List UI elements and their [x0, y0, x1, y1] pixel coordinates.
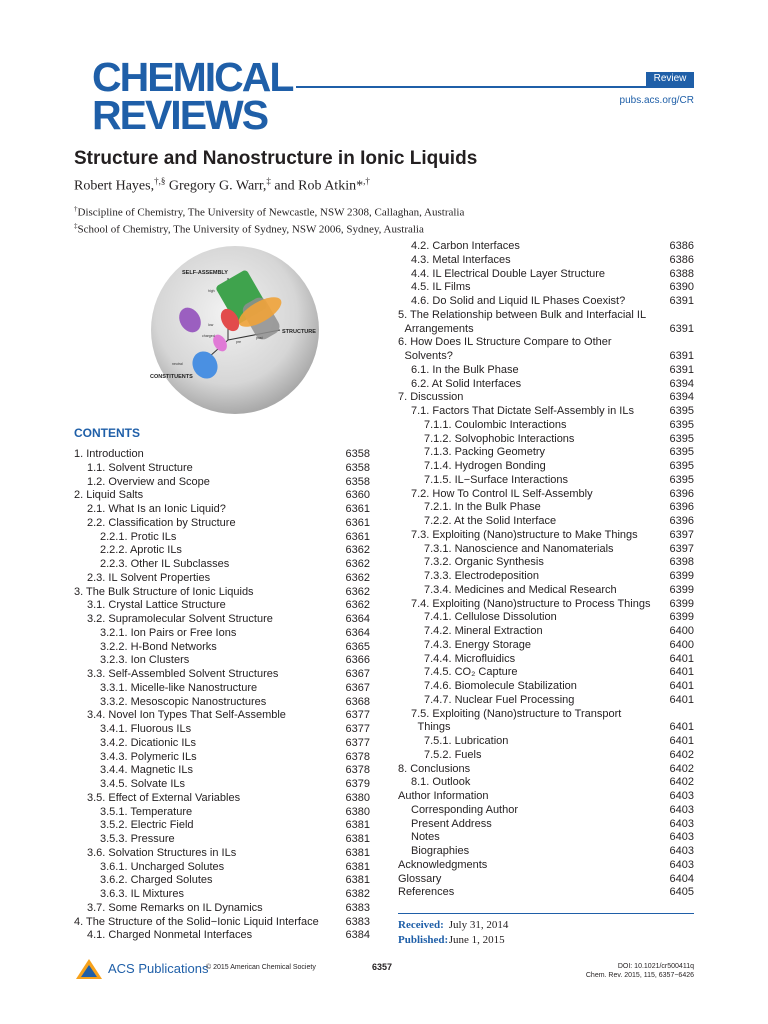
toc-entry-title: 7.3. Exploiting (Nano)structure to Make Things: [411, 528, 638, 541]
toc-entry[interactable]: [398, 653, 694, 667]
toc-entry-page: 6367: [345, 681, 370, 694]
toc-entry-title: Things: [417, 721, 451, 734]
toc-entry[interactable]: [398, 336, 694, 350]
toc-entry[interactable]: [74, 544, 370, 558]
toc-entry-title: Corresponding Author: [411, 803, 519, 816]
page-number: 6357: [372, 962, 393, 972]
toc-entry[interactable]: [74, 599, 370, 613]
toc-entry-page: 6401: [669, 735, 694, 747]
received-label: Received:: [398, 919, 444, 931]
figure-label-neutral: neutral: [172, 362, 183, 366]
author-name[interactable]: Gregory G. Warr,: [165, 178, 267, 194]
toc-entry[interactable]: [398, 625, 694, 639]
author-marks: ,†: [363, 176, 370, 186]
toc-entry-page: 6391: [669, 322, 694, 335]
toc-entry[interactable]: [74, 847, 370, 861]
toc-entry-page: 6379: [345, 778, 370, 790]
toc-entry-page: 6367: [345, 668, 370, 680]
toc-entry[interactable]: [74, 641, 370, 655]
toc-entry[interactable]: [398, 598, 694, 612]
toc-entry-page: 6383: [345, 901, 370, 914]
toc-entry-title: 7.4.1. Cellulose Dissolution: [424, 611, 557, 624]
author-list: [74, 176, 370, 195]
author-marks: ‡: [266, 176, 271, 186]
toc-entry[interactable]: [74, 572, 370, 586]
toc-entry[interactable]: [398, 281, 694, 295]
toc-entry-title: 2.1. What Is an Ionic Liquid?: [87, 503, 226, 515]
toc-entry[interactable]: [398, 584, 694, 598]
toc-entry-page: 6378: [345, 750, 370, 763]
toc-entry[interactable]: [74, 476, 370, 490]
toc-entry-title: 7.4.7. Nuclear Fuel Processing: [424, 693, 575, 706]
toc-entry[interactable]: [398, 515, 694, 529]
toc-entry[interactable]: [74, 448, 370, 462]
toc-entry-page: 6362: [345, 599, 370, 612]
toc-entry[interactable]: [74, 792, 370, 806]
toc-entry[interactable]: [74, 531, 370, 545]
toc-entry-title: 6.1. In the Bulk Phase: [411, 363, 519, 376]
toc-entry-title: 7.4.4. Microfluidics: [424, 652, 516, 665]
toc-entry-page: 6381: [345, 874, 370, 887]
affiliation: [74, 222, 424, 236]
toc-entry-page: 6386: [669, 253, 694, 266]
toc-entry-page: 6401: [669, 721, 694, 734]
affiliation-mark: ‡: [74, 222, 78, 230]
toc-entry-title: 7.1.1. Coulombic Interactions: [424, 418, 567, 431]
toc-entry[interactable]: [398, 556, 694, 570]
toc-entry-title: 5. The Relationship between Bulk and Interfacial IL: [398, 308, 647, 321]
toc-entry[interactable]: [74, 737, 370, 751]
toc-entry-page: 6395: [669, 432, 694, 445]
toc-entry[interactable]: [398, 378, 694, 392]
affiliation-mark: †: [74, 205, 78, 213]
toc-entry-title: 3.5.2. Electric Field: [100, 819, 194, 832]
toc-right-column: [398, 240, 694, 904]
toc-entry-page: 6380: [345, 805, 370, 818]
toc-entry[interactable]: [398, 364, 694, 378]
toc-entry[interactable]: [74, 627, 370, 641]
toc-entry-title: 7.1.4. Hydrogen Bonding: [424, 460, 546, 472]
toc-entry[interactable]: [398, 543, 694, 557]
toc-entry[interactable]: [398, 460, 694, 474]
toc-entry[interactable]: [74, 723, 370, 737]
toc-entry-page: 6395: [669, 460, 694, 472]
toc-entry-title: 7.5.2. Fuels: [424, 748, 482, 761]
toc-entry[interactable]: [74, 558, 370, 572]
acs-logo-icon: [74, 958, 104, 980]
toc-entry-title: 8. Conclusions: [398, 762, 471, 775]
toc-entry-page: 6381: [345, 846, 370, 859]
toc-entry-page: 6361: [345, 503, 370, 515]
toc-entry-title: 4.2. Carbon Interfaces: [411, 240, 520, 252]
toc-entry[interactable]: [398, 433, 694, 447]
toc-entry-page: 6398: [669, 556, 694, 569]
toc-entry-title: 3.7. Some Remarks on IL Dynamics: [87, 901, 263, 914]
affiliation-text: School of Chemistry, The University of Sydney, NSW 2006, Sydney, Australia: [77, 223, 424, 236]
toc-entry[interactable]: [398, 570, 694, 584]
toc-entry-title: 3.4.2. Dicationic ILs: [100, 736, 196, 749]
toc-entry-title: 1. Introduction: [74, 448, 144, 460]
toc-entry-title: 3.6.3. IL Mixtures: [100, 888, 184, 900]
toc-entry-page: 6399: [669, 583, 694, 596]
published-label: Published:: [398, 934, 449, 946]
toc-entry-title: 3.4.3. Polymeric ILs: [100, 750, 197, 763]
author-marks: †,§: [154, 176, 166, 186]
toc-entry[interactable]: [74, 874, 370, 888]
copyright-notice: © 2015 American Chemical Society: [206, 964, 316, 971]
toc-entry-title: 1.1. Solvent Structure: [87, 461, 193, 474]
toc-entry-page: 6384: [345, 929, 370, 942]
toc-entry-title: 2.2.3. Other IL Subclasses: [100, 558, 230, 570]
figure-label-structure: STRUCTURE: [282, 329, 316, 335]
toc-entry-page: 6377: [345, 736, 370, 749]
toc-entry-page: 6390: [669, 281, 694, 294]
toc-entry-title: 3.1. Crystal Lattice Structure: [87, 599, 226, 612]
toc-left-column: [74, 448, 370, 944]
toc-entry[interactable]: [398, 419, 694, 433]
toc-entry-title: 3. The Bulk Structure of Ionic Liquids: [74, 585, 254, 598]
author-name[interactable]: and Rob Atkin*: [270, 178, 364, 194]
toc-entry[interactable]: [74, 833, 370, 847]
figure-label-charged: charged: [202, 334, 215, 338]
toc-entry[interactable]: [398, 666, 694, 680]
publisher-name[interactable]: ACS Publications: [108, 961, 209, 976]
toc-entry-page: 6362: [345, 544, 370, 557]
toc-entry[interactable]: [74, 517, 370, 531]
toc-entry-page: 6401: [669, 666, 694, 679]
toc-entry-page: 6401: [669, 693, 694, 706]
toc-entry-page: 6403: [669, 858, 694, 871]
figure-label-high: high: [208, 289, 215, 293]
toc-entry-title: 7.1.2. Solvophobic Interactions: [424, 432, 575, 445]
toc-entry-title: 7.4.2. Mineral Extraction: [424, 625, 543, 637]
toc-entry[interactable]: [74, 902, 370, 916]
toc-entry-page: 6399: [669, 597, 694, 610]
toc-entry[interactable]: [398, 254, 694, 268]
toc-entry-title: 4.4. IL Electrical Double Layer Structure: [411, 267, 606, 280]
toc-entry-title: 7.2. How To Control IL Self-Assembly: [411, 487, 593, 500]
toc-entry-page: 6401: [669, 680, 694, 692]
toc-entry-page: 6403: [669, 803, 694, 816]
toc-entry[interactable]: [398, 639, 694, 653]
toc-entry-page: 6365: [345, 640, 370, 653]
toc-entry[interactable]: [398, 529, 694, 543]
toc-entry-title: 2.3. IL Solvent Properties: [87, 571, 211, 584]
toc-entry-title: 7.4.6. Biomolecule Stabilization: [424, 680, 577, 692]
toc-entry[interactable]: [74, 751, 370, 765]
toc-entry-page: 6394: [669, 377, 694, 390]
toc-entry-title: 3.2.2. H-Bond Networks: [100, 640, 217, 653]
toc-entry-title: 2. Liquid Salts: [74, 489, 144, 502]
toc-entry-page: 6361: [345, 530, 370, 543]
toc-entry[interactable]: [74, 806, 370, 820]
toc-entry-page: 6391: [669, 350, 694, 362]
journal-logo: [92, 54, 293, 138]
toc-entry-page: 6386: [669, 240, 694, 252]
contents-heading: CONTENTS: [74, 426, 140, 440]
figure-label-constituents: CONSTITUENTS: [150, 374, 193, 380]
toc-entry[interactable]: [398, 391, 694, 405]
header-rule: [296, 86, 694, 88]
toc-entry[interactable]: [398, 831, 694, 845]
toc-graphic: [130, 240, 340, 420]
toc-entry-page: 6395: [669, 473, 694, 486]
toc-entry-title: 3.6. Solvation Structures in ILs: [87, 846, 237, 859]
toc-entry-page: 6399: [669, 570, 694, 582]
toc-entry-page: 6366: [345, 654, 370, 667]
toc-entry-page: 6368: [345, 695, 370, 708]
toc-entry[interactable]: [398, 776, 694, 790]
toc-entry-page: 6402: [669, 776, 694, 789]
toc-entry-page: 6364: [345, 626, 370, 639]
toc-entry-page: 6391: [669, 295, 694, 307]
toc-entry-page: 6364: [345, 613, 370, 625]
toc-entry-title: 8.1. Outlook: [411, 776, 471, 789]
toc-entry-title: References: [398, 886, 455, 899]
toc-entry[interactable]: [398, 501, 694, 515]
toc-entry[interactable]: [74, 586, 370, 600]
toc-entry[interactable]: [74, 764, 370, 778]
toc-entry-title: 3.4.4. Magnetic ILs: [100, 764, 193, 777]
toc-entry[interactable]: [74, 668, 370, 682]
toc-entry-page: 6381: [345, 833, 370, 845]
toc-entry[interactable]: [74, 929, 370, 943]
toc-entry-title: 7.3.1. Nanoscience and Nanomaterials: [424, 542, 614, 555]
toc-entry-title: 3.2.1. Ion Pairs or Free Ions: [100, 626, 237, 639]
author-name[interactable]: Robert Hayes,: [74, 178, 155, 194]
published-date: June 1, 2015: [448, 934, 505, 946]
toc-entry-title: 7.3.2. Organic Synthesis: [424, 556, 544, 569]
toc-entry-title: 3.5.3. Pressure: [100, 833, 175, 845]
toc-entry[interactable]: [74, 888, 370, 902]
toc-entry-page: 6378: [345, 764, 370, 777]
toc-entry[interactable]: [398, 735, 694, 749]
toc-entry-title: 7.4. Exploiting (Nano)structure to Process Things: [411, 597, 651, 610]
toc-entry-title: 1.2. Overview and Scope: [87, 475, 210, 488]
toc-entry[interactable]: [398, 295, 694, 309]
toc-entry[interactable]: [74, 916, 370, 930]
toc-entry[interactable]: [74, 462, 370, 476]
toc-entry-page: 6400: [669, 625, 694, 637]
toc-entry-title: Author Information: [398, 790, 489, 802]
dates-rule: [398, 913, 694, 914]
toc-entry-page: 6403: [669, 831, 694, 844]
paper-title: Structure and Nanostructure in Ionic Liquids: [74, 148, 478, 169]
toc-entry-page: 6404: [669, 872, 694, 885]
toc-entry[interactable]: [398, 488, 694, 502]
journal-name-line1: CHEMICAL: [92, 54, 293, 100]
toc-entry-title: Solvents?: [404, 350, 453, 362]
toc-entry[interactable]: [74, 709, 370, 723]
toc-entry[interactable]: [398, 763, 694, 777]
toc-entry-title: 7.4.5. CO₂ Capture: [424, 666, 518, 679]
toc-entry-title: Present Address: [411, 817, 492, 830]
toc-entry-title: 2.2.1. Protic ILs: [100, 530, 177, 543]
toc-entry-title: 7.5. Exploiting (Nano)structure to Transport: [411, 707, 622, 720]
toc-entry-page: 6397: [669, 542, 694, 555]
toc-entry[interactable]: [398, 873, 694, 887]
affiliation-text: Discipline of Chemistry, The University of Newcastle, NSW 2308, Callaghan, Australia: [77, 206, 465, 219]
toc-entry[interactable]: [74, 654, 370, 668]
toc-entry[interactable]: [398, 611, 694, 625]
toc-entry-title: 2.2.2. Aprotic ILs: [100, 544, 182, 557]
figure-label-post: post: [256, 336, 263, 340]
toc-entry-page: 6403: [669, 817, 694, 830]
journal-name-line2: REVIEWS: [92, 92, 268, 138]
toc-entry-page: 6381: [345, 860, 370, 873]
toc-entry[interactable]: [74, 682, 370, 696]
toc-entry-title: 3.6.1. Uncharged Solutes: [100, 860, 225, 873]
toc-entry-page: 6380: [345, 791, 370, 804]
toc-entry[interactable]: [398, 474, 694, 488]
toc-entry-title: 3.3.2. Mesoscopic Nanostructures: [100, 695, 267, 708]
toc-entry-title: Notes: [411, 831, 440, 844]
toc-entry-title: Acknowledgments: [398, 858, 488, 871]
toc-entry[interactable]: [398, 886, 694, 900]
toc-entry-title: 7.2.2. At the Solid Interface: [424, 515, 557, 527]
toc-entry-page: 6396: [669, 515, 694, 527]
toc-entry[interactable]: [398, 790, 694, 804]
figure-label-self-assembly: SELF-ASSEMBLY: [182, 270, 228, 276]
toc-entry-page: 6402: [669, 748, 694, 761]
toc-entry[interactable]: [74, 861, 370, 875]
toc-entry-page: 6396: [669, 501, 694, 514]
figure-label-pre: pre: [236, 340, 242, 344]
toc-entry-title: 4.5. IL Films: [411, 281, 471, 294]
toc-entry-title: 4.3. Metal Interfaces: [411, 253, 511, 266]
toc-entry-title: 3.3. Self-Assembled Solvent Structures: [87, 668, 279, 680]
toc-entry-page: 6362: [345, 585, 370, 598]
toc-entry-title: 3.2. Supramolecular Solvent Structure: [87, 613, 273, 625]
toc-entry-title: 4.6. Do Solid and Liquid IL Phases Coexist?: [411, 295, 626, 307]
toc-entry[interactable]: [74, 778, 370, 792]
toc-entry[interactable]: [398, 749, 694, 763]
toc-entry[interactable]: [398, 694, 694, 708]
journal-url-link[interactable]: pubs.acs.org/CR: [619, 95, 694, 106]
toc-entry[interactable]: [74, 696, 370, 710]
toc-entry-page: 6362: [345, 558, 370, 570]
toc-entry[interactable]: [398, 804, 694, 818]
toc-entry-title: 4. The Structure of the Solid−Ionic Liquid Interface: [74, 915, 319, 928]
toc-entry-title: 3.4.1. Fluorous ILs: [100, 723, 192, 735]
toc-entry-page: 6395: [669, 418, 694, 431]
toc-entry-page: 6362: [345, 571, 370, 584]
toc-entry-title: 2.2. Classification by Structure: [87, 516, 236, 529]
toc-entry-page: 6358: [345, 461, 370, 474]
toc-entry-title: 7.5.1. Lubrication: [424, 735, 509, 747]
toc-entry-title: 7.2.1. In the Bulk Phase: [424, 501, 541, 514]
toc-entry[interactable]: [398, 240, 694, 254]
toc-entry-page: 6397: [669, 528, 694, 541]
toc-entry[interactable]: [398, 708, 694, 722]
toc-entry-page: 6401: [669, 652, 694, 665]
toc-entry-page: 6396: [669, 487, 694, 500]
toc-entry-title: 7.3.3. Electrodeposition: [424, 570, 539, 582]
toc-entry[interactable]: [398, 818, 694, 832]
toc-entry-page: 6395: [669, 446, 694, 459]
toc-entry-page: 6381: [345, 819, 370, 832]
toc-entry-page: 6388: [669, 267, 694, 280]
article-dates: [398, 918, 508, 948]
toc-entry-page: 6400: [669, 638, 694, 651]
toc-entry[interactable]: [74, 613, 370, 627]
toc-entry[interactable]: [398, 845, 694, 859]
toc-entry-page: 6402: [669, 762, 694, 775]
toc-entry-title: 7.4.3. Energy Storage: [424, 638, 532, 651]
toc-entry-page: 6377: [345, 723, 370, 735]
toc-entry-title: 7.3.4. Medicines and Medical Research: [424, 583, 617, 596]
toc-entry-title: 3.4.5. Solvate ILs: [100, 778, 185, 790]
toc-entry-page: 6399: [669, 611, 694, 624]
toc-entry-title: 3.3.1. Micelle-like Nanostructure: [100, 681, 258, 694]
toc-entry-title: 7.1.5. IL−Surface Interactions: [424, 473, 569, 486]
toc-entry-title: 7.1.3. Packing Geometry: [424, 446, 546, 459]
citation: Chem. Rev. 2015, 115, 6357−6426: [585, 972, 694, 979]
figure-label-low: low: [208, 323, 214, 327]
toc-entry-page: 6382: [345, 888, 370, 900]
toc-entry[interactable]: [398, 309, 694, 323]
article-type-badge: Review: [646, 72, 694, 86]
toc-entry-page: 6391: [669, 363, 694, 376]
toc-entry-title: 3.6.2. Charged Solutes: [100, 874, 213, 887]
toc-entry[interactable]: [74, 489, 370, 503]
toc-entry-page: 6358: [345, 475, 370, 488]
toc-entry-title: 7. Discussion: [398, 391, 464, 404]
toc-entry[interactable]: [398, 446, 694, 460]
received-date: July 31, 2014: [448, 919, 509, 931]
affiliation: [74, 205, 464, 219]
toc-entry-page: 6394: [669, 391, 694, 404]
toc-entry-title: Glossary: [398, 872, 442, 885]
toc-entry-title: 3.2.3. Ion Clusters: [100, 654, 190, 667]
toc-entry[interactable]: [74, 819, 370, 833]
toc-entry-title: 3.4. Novel Ion Types That Self-Assemble: [87, 709, 286, 722]
toc-entry[interactable]: [398, 680, 694, 694]
toc-entry[interactable]: [398, 721, 694, 735]
toc-entry-page: 6405: [669, 886, 694, 899]
toc-entry[interactable]: [398, 350, 694, 364]
toc-entry[interactable]: [398, 405, 694, 419]
toc-entry-page: 6383: [345, 915, 370, 928]
toc-entry-page: 6377: [345, 709, 370, 722]
toc-entry[interactable]: [398, 859, 694, 873]
toc-entry-title: 6.2. At Solid Interfaces: [411, 377, 522, 390]
toc-entry-page: 6358: [345, 448, 370, 460]
toc-entry-page: 6403: [669, 790, 694, 802]
toc-entry-title: 3.5. Effect of External Variables: [87, 791, 241, 804]
toc-entry-page: 6403: [669, 845, 694, 857]
doi-link[interactable]: DOI: 10.1021/cr500411q: [617, 963, 694, 970]
toc-entry-title: 3.5.1. Temperature: [100, 805, 193, 818]
toc-entry-page: 6360: [345, 489, 370, 502]
toc-entry-title: 6. How Does IL Structure Compare to Other: [398, 336, 612, 349]
toc-entry-title: 7.1. Factors That Dictate Self-Assembly in ILs: [411, 405, 634, 417]
toc-entry[interactable]: [74, 503, 370, 517]
toc-entry[interactable]: [398, 268, 694, 282]
toc-entry-title: Arrangements: [404, 322, 474, 335]
toc-entry-title: Biographies: [411, 845, 470, 857]
toc-entry-page: 6395: [669, 405, 694, 417]
toc-entry-title: 4.1. Charged Nonmetal Interfaces: [87, 929, 253, 942]
toc-entry[interactable]: [398, 323, 694, 337]
toc-entry-page: 6361: [345, 516, 370, 529]
